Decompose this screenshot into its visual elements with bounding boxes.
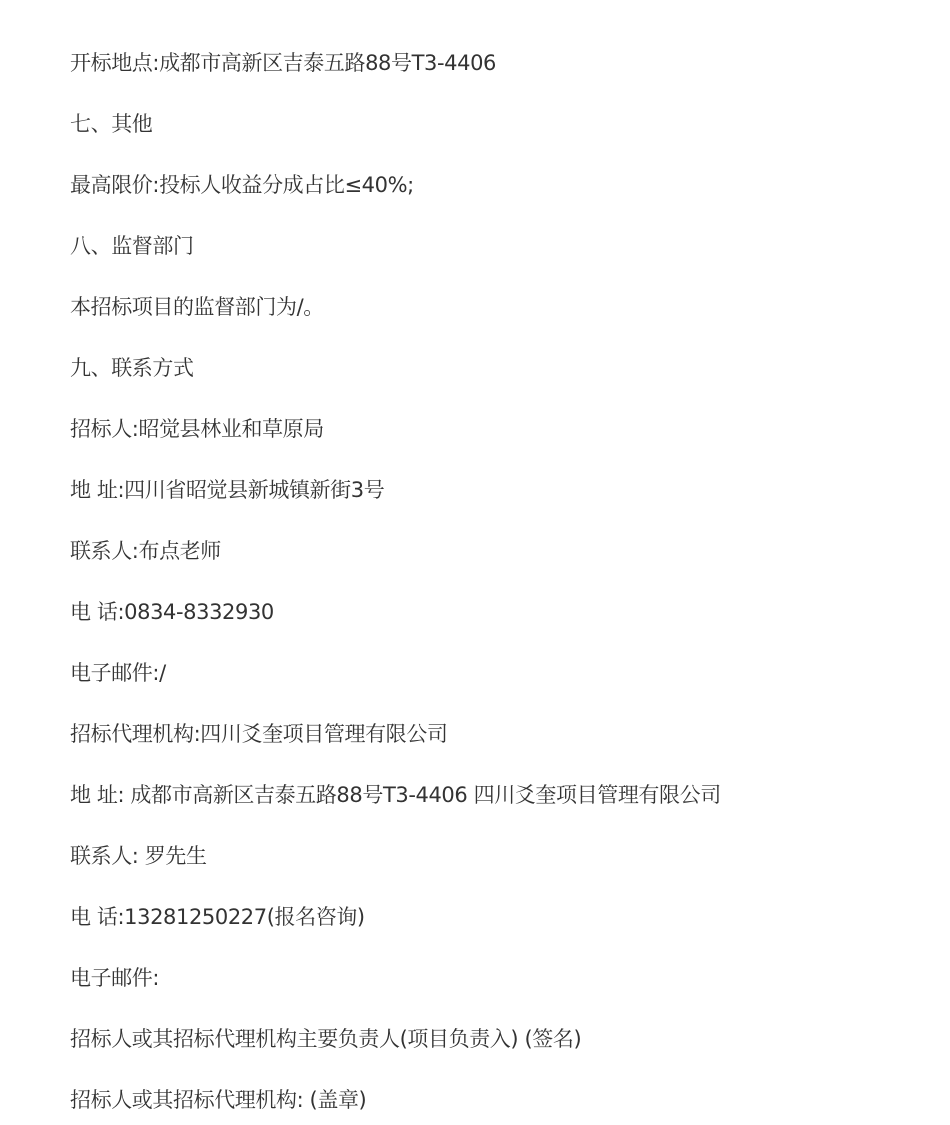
agency-email: 电子邮件: bbox=[70, 966, 160, 990]
bid-opening-location: 开标地点:成都市高新区吉泰五路88号T3-4406 bbox=[70, 51, 497, 75]
section-heading-contact: 九、联系方式 bbox=[70, 356, 194, 380]
agency-name: 招标代理机构:四川爻奎项目管理有限公司 bbox=[70, 722, 448, 746]
agency-contact-person: 联系人: 罗先生 bbox=[70, 844, 207, 868]
tenderer-phone: 电 话:0834-8332930 bbox=[70, 600, 274, 624]
tenderer-email: 电子邮件:/ bbox=[70, 661, 166, 685]
seal-line: 招标人或其招标代理机构: (盖章) bbox=[70, 1088, 367, 1112]
supervision-department: 本招标项目的监督部门为/。 bbox=[70, 295, 324, 319]
signature-line: 招标人或其招标代理机构主要负责人(项目负责入) (签名) bbox=[70, 1027, 582, 1051]
agency-phone: 电 话:13281250227(报名咨询) bbox=[70, 905, 365, 929]
agency-address: 地 址: 成都市高新区吉泰五路88号T3-4406 四川爻奎项目管理有限公司 bbox=[70, 783, 721, 807]
section-heading-other: 七、其他 bbox=[70, 112, 153, 136]
tenderer-address: 地 址:四川省昭觉县新城镇新街3号 bbox=[70, 478, 385, 502]
section-heading-supervision: 八、监督部门 bbox=[70, 234, 194, 258]
tenderer-contact-person: 联系人:布点老师 bbox=[70, 539, 221, 563]
tenderer: 招标人:昭觉县林业和草原局 bbox=[70, 417, 324, 441]
max-price-limit: 最高限价:投标人收益分成占比≤40%; bbox=[70, 173, 414, 197]
